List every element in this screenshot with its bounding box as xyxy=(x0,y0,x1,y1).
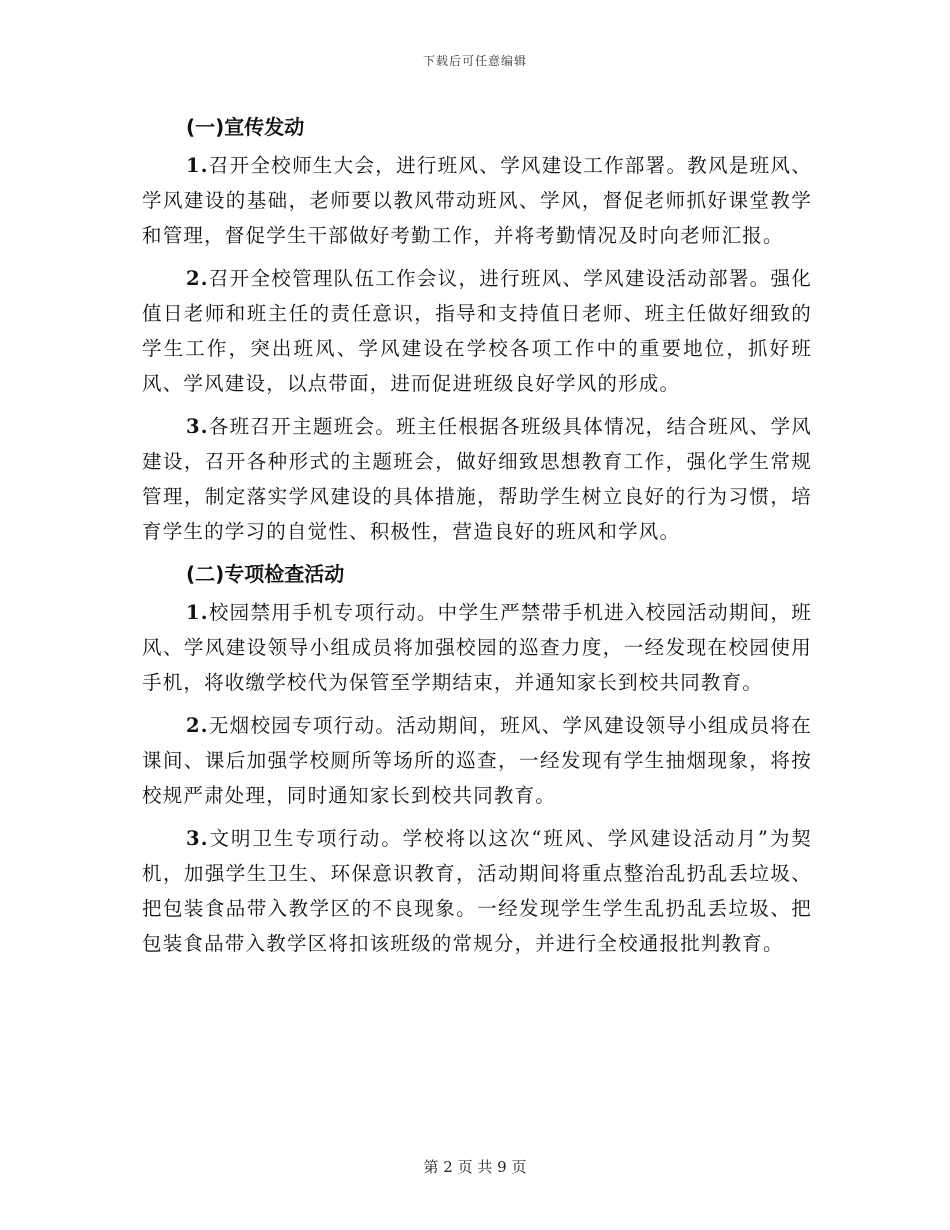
item-number: 3. xyxy=(186,827,209,850)
item-number: 1. xyxy=(186,154,209,177)
item-number: 3. xyxy=(186,415,209,438)
item-number: 2. xyxy=(186,267,209,290)
item-number: 2. xyxy=(186,714,209,737)
paragraph-text: 召开全校管理队伍工作会议，进行班风、学风建设活动部署。强化值日老师和班主任的责任意识，指导和支持值日老师、班主任做好细致的学生工作，突出班风、学风建设在学校各项工作中的重要地位，抓好班风、学风建设，以点带面，进而促进班级良好学风的形成。 xyxy=(142,267,812,395)
paragraph-text: 文明卫生专项行动。学校将以这次“班风、学风建设活动月”为契机，加强学生卫生、环保意识教育，活动期间将重点整治乱扔乱丢垃圾、把包装食品带入教学区的不良现象。一经发现学生学生乱扔乱丢垃圾、把包装食品带入教学区将扣该班级的常规分，并进行全校通报批判教育。 xyxy=(142,827,812,955)
page-header: 下载后可任意编辑 xyxy=(422,54,527,68)
paragraph xyxy=(142,261,812,401)
page-number: 第 2 页 共 9 页 xyxy=(423,1158,527,1176)
paragraph xyxy=(142,409,812,549)
paragraph-text: 校园禁用手机专项行动。中学生严禁带手机进入校园活动期间，班风、学风建设领导小组成员将加强校园的巡查力度，一经发现在校园使用手机，将收缴学校代为保管至学期结束，并通知家长到校共同教育。 xyxy=(142,601,812,694)
section-heading: (一)宣传发动 xyxy=(186,115,305,139)
paragraph xyxy=(142,148,812,253)
section-heading: (二)专项检查活动 xyxy=(186,562,345,586)
paragraph-text: 无烟校园专项行动。活动期间，班风、学风建设领导小组成员将在课间、课后加强学校厕所等场所的巡查，一经发现有学生抽烟现象，将按校规严肃处理，同时通知家长到校共同教育。 xyxy=(142,714,812,807)
paragraph xyxy=(142,595,812,700)
document-body xyxy=(142,110,812,969)
item-number: 1. xyxy=(186,601,209,624)
paragraph xyxy=(142,821,812,961)
paragraph-text: 召开全校师生大会，进行班风、学风建设工作部署。教风是班风、学风建设的基础，老师要以教风带动班风、学风，督促老师抓好课堂教学和管理，督促学生干部做好考勤工作，并将考勤情况及时向老师汇报。 xyxy=(142,154,812,247)
paragraph-text: 各班召开主题班会。班主任根据各班级具体情况，结合班风、学风建设，召开各种形式的主题班会，做好细致思想教育工作，强化学生常规管理，制定落实学风建设的具体措施，帮助学生树立良好的行为习惯，培育学生的学习的自觉性、积极性，营造良好的班风和学风。 xyxy=(142,415,812,543)
paragraph xyxy=(142,708,812,813)
